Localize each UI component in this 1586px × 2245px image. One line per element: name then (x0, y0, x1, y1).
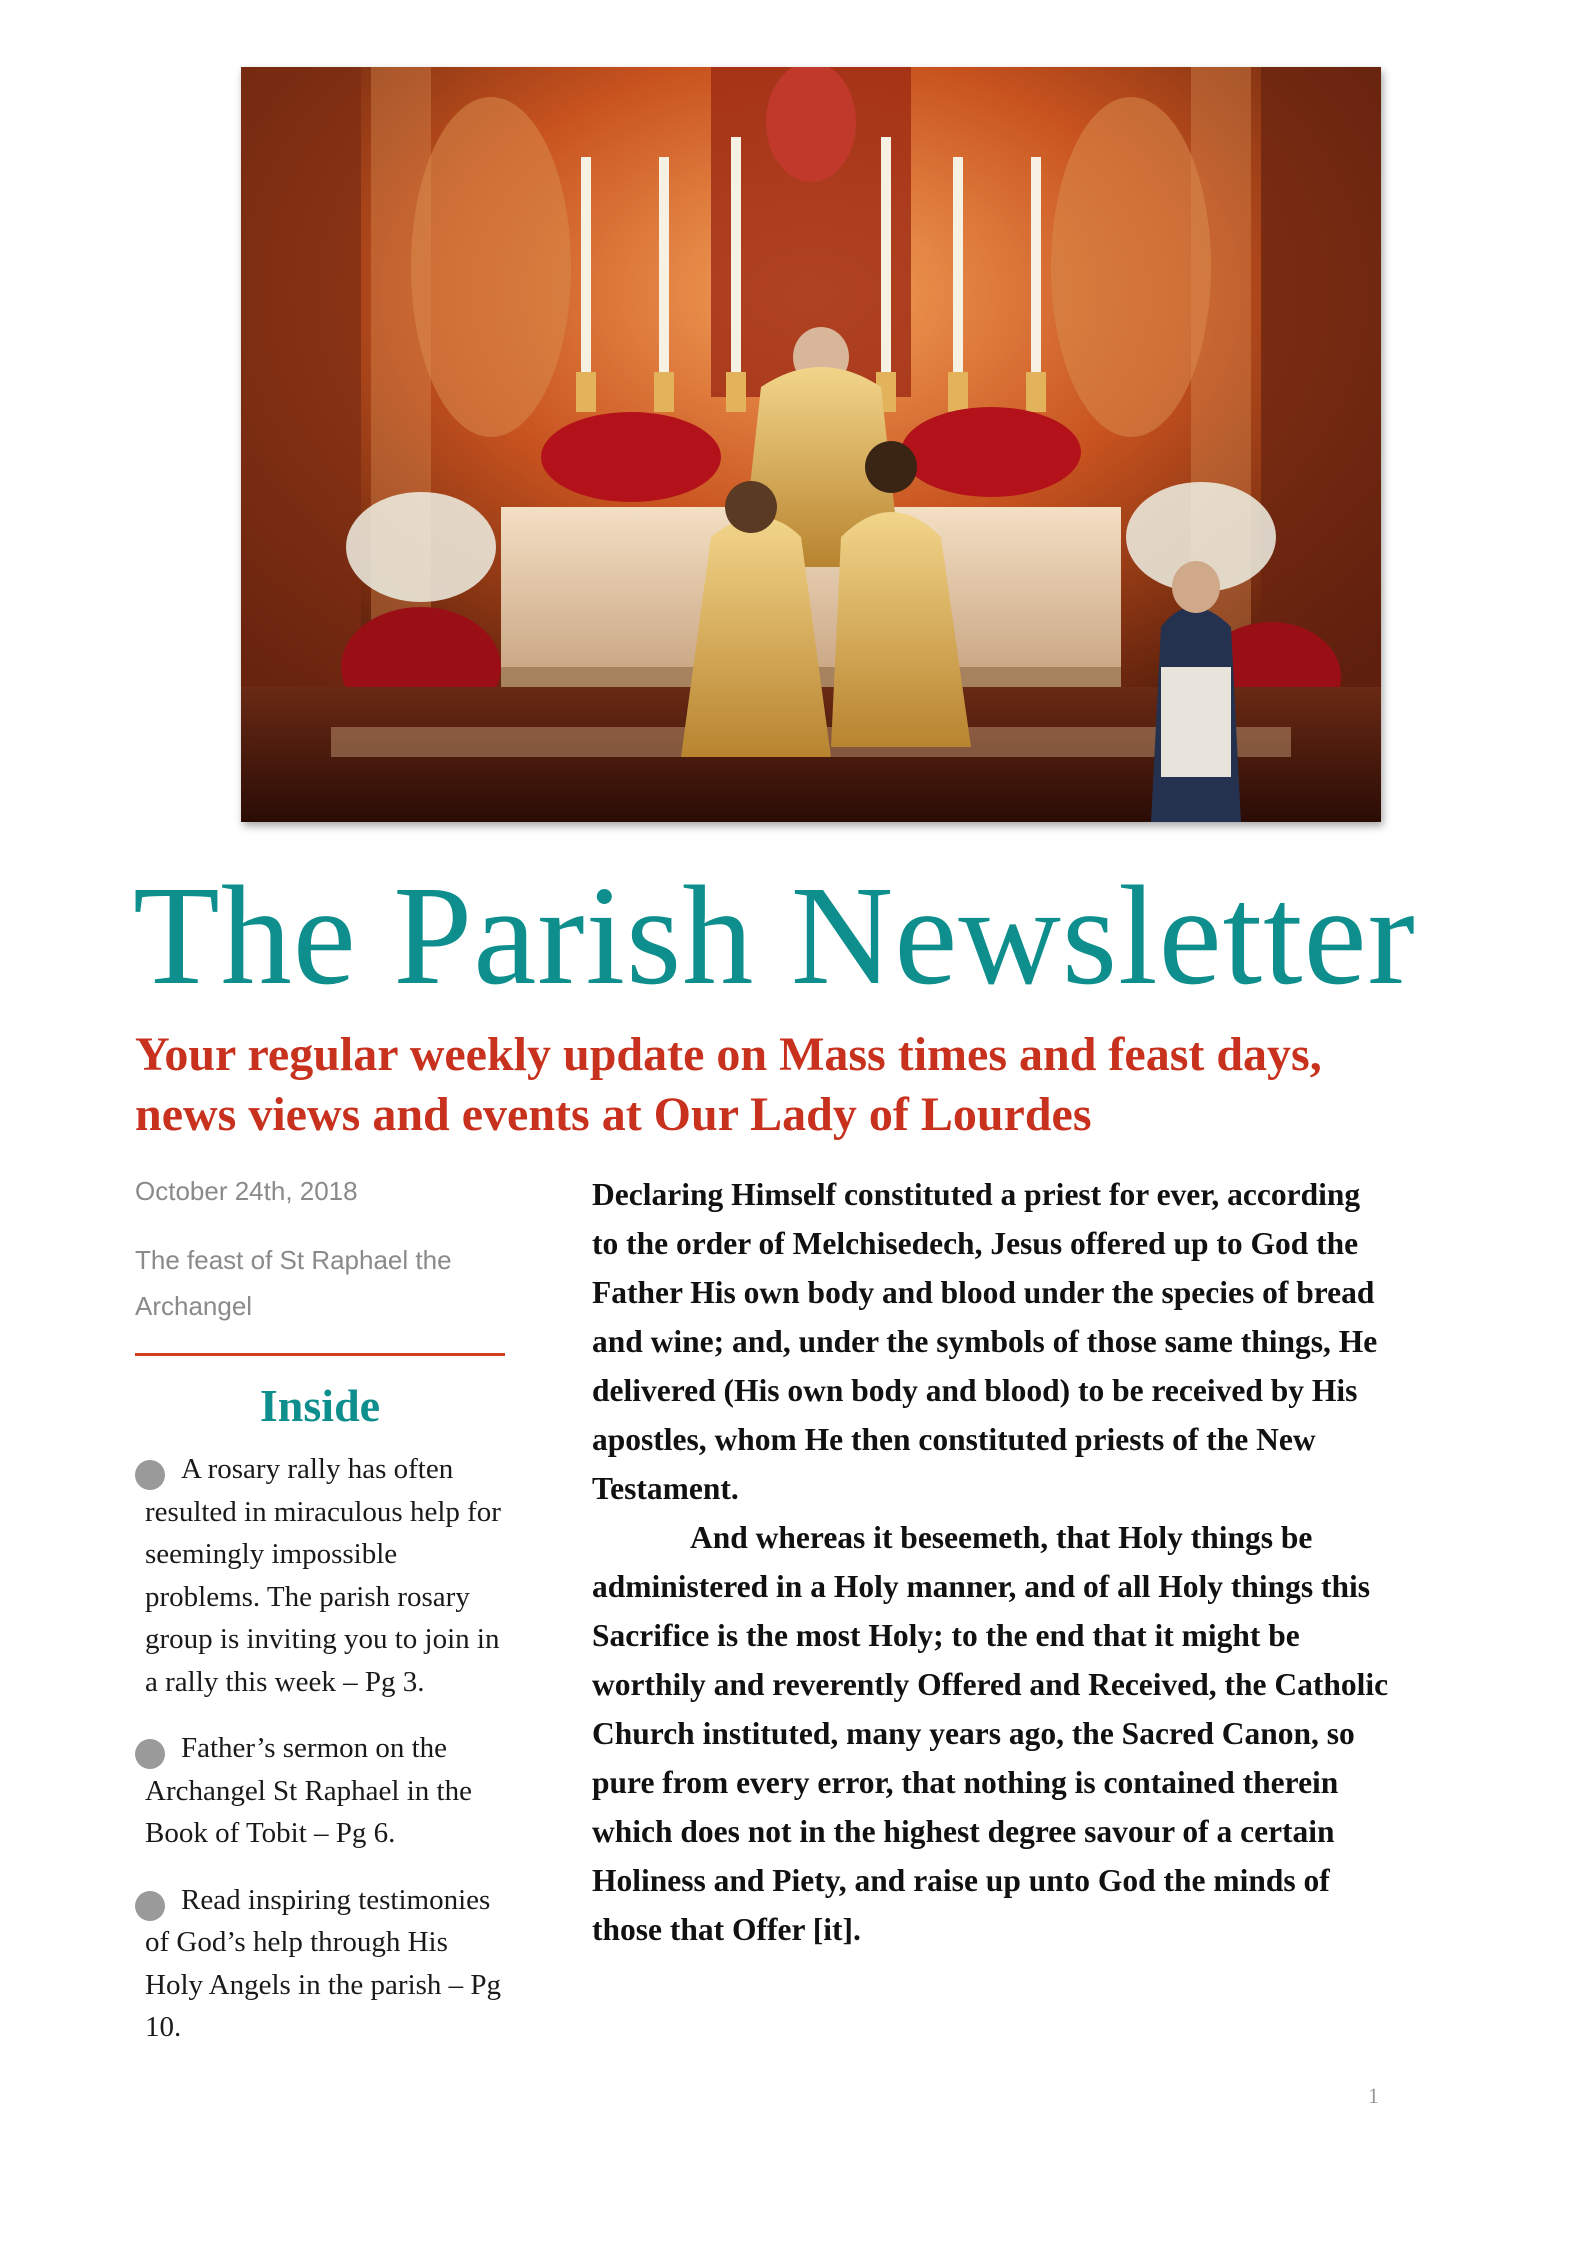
bullet-icon (135, 1460, 165, 1490)
article-body (592, 1170, 1392, 1954)
inside-item-text: Read inspiring testimonies of God’s help through His Holy Angels in the parish – Pg 10. (145, 1883, 502, 2043)
article-paragraph: Declaring Himself constituted a priest for ever, according to the order of Melchisedech, Jesus offered up to God the Father His own body and blood under the species of bread and wine; and, under the symbols of those same things, He delivered (His own body and blood) to be received by His apostles, whom He then constituted priests of the New Testament. (592, 1177, 1378, 1506)
newsletter-title: The Parish Newsletter (133, 856, 1416, 1014)
page-number: 1 (1368, 2083, 1379, 2108)
sidebar (135, 1170, 505, 2073)
inside-item (135, 1448, 505, 1703)
divider (135, 1353, 505, 1356)
inside-item-text: A rosary rally has often resulted in miraculous help for seemingly impossible problems. The parish rosary group is inviting you to join in a rally this week – Pg 3. (145, 1453, 501, 1698)
inside-heading: Inside (259, 1380, 381, 1431)
issue-date: October 24th, 2018 (135, 1176, 358, 1206)
article-paragraph: And whereas it beseemeth, that Holy things be administered in a Holy manner, and of all Holy things this Sacrifice is the most Holy; to the end that it might be worthily and reverently Offered and Received, the Catholic Church instituted, many years ago, the Sacred Canon, so pure from every error, that nothing is contained therein which does not in the highest degree savour of a certain Holiness and Piety, and raise up unto God the minds of those that Offer [it]. (592, 1520, 1389, 1947)
bullet-icon (135, 1891, 165, 1921)
inside-item (135, 1727, 505, 1855)
bullet-icon (135, 1739, 165, 1769)
altar-photo (241, 67, 1381, 822)
newsletter-subtitle: Your regular weekly update on Mass times and feast days, news views and events at Our Lady of Lourdes (135, 1028, 1322, 1141)
inside-item (135, 1879, 505, 2049)
feast-day: The feast of St Raphael the Archangel (135, 1245, 452, 1321)
inside-item-text: Father’s sermon on the Archangel St Raphael in the Book of Tobit – Pg 6. (145, 1732, 472, 1849)
